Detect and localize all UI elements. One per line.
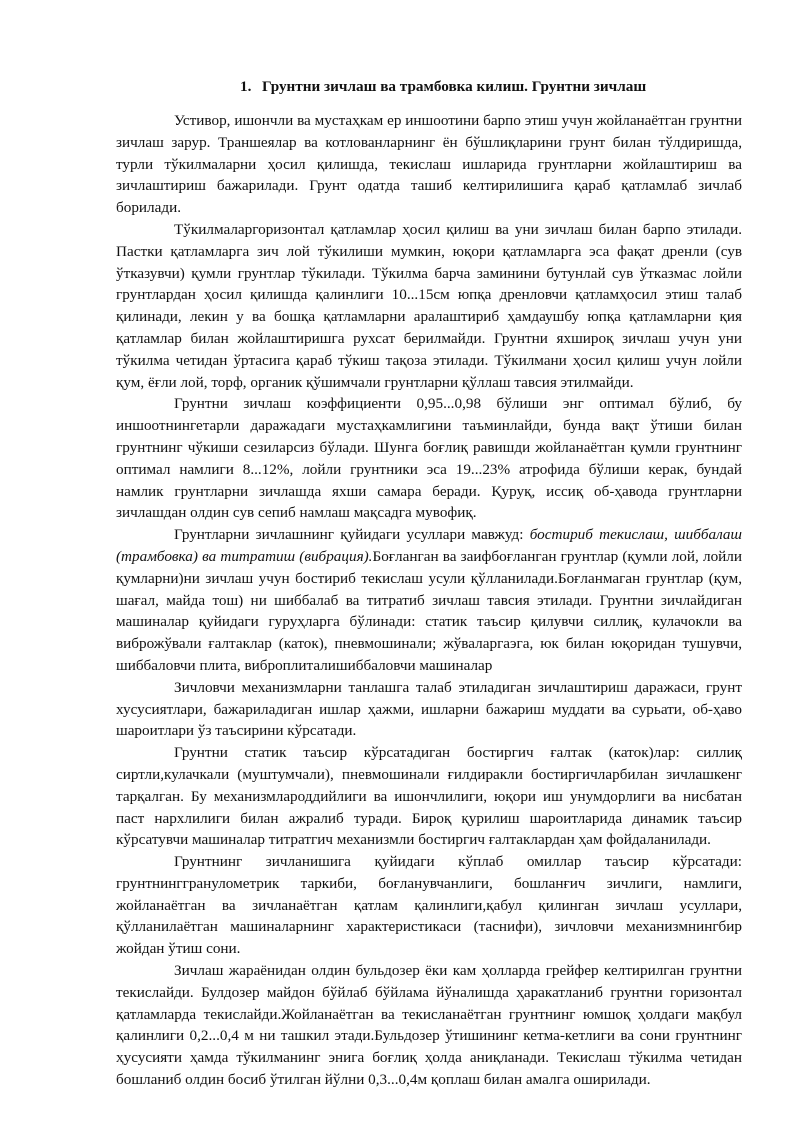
section-heading	[116, 74, 742, 100]
document-page	[116, 74, 742, 1091]
paragraph-6: Грунтни статик таъсир кўрсатадиган бостиргич ғалтак (каток)лар: силлиқ сиртли,кулачкали (муштумчали), пневмошинали ғилдиракли бостиргичларбилан зичлашкенг тарқалган. Бу механизмлароддийлиги ва ишончлилиги, юқори иш унумдорлиги ва нисбатан паст нархлилиги билан ажралиб туради. Бироқ қурилиш шароитларида динамик таъсир кўрсатувчи машиналар титратгич механизмли бостиргич ғалтаклардан ҳам фойдаланилади.	[116, 744, 742, 849]
paragraph-4-rest: Боғланган ва заифбоғланган грунтлар (қумли лой, лойли қумларни)ни зичлаш учун бостириб текислаш усули қўлланилади.Боғланмаган грунтлар (қум, шағал, майда тош) ни шиббалаб ва титратиб зичлаш тавсия этилади. Грунтни зичлайдиган машиналар қуйидаги гуруҳларга бўлинади: статик таъсир қилувчи силлиқ, кулачокли ва виброжўвали ғалтаклар (каток), пневмошинали; жўваларгаэга, юк билан юқоридан тушувчи, шиббаловчи плита, виброплиталишиббаловчи машиналар	[116, 547, 743, 674]
section-title: Грунтни зичлаш ва трамбовка килиш. Грунтни зичлаш	[262, 78, 647, 95]
paragraph-3: Грунтни зичлаш коэффициенти 0,95...0,98 бўлиши энг оптимал бўлиб, бу иншоотнингетарли даражадаги мустаҳкамлигини таъминлайди, бунда вақт ўтиши билан грунтнинг чўкиши сезиларсиз бўлади. Шунга боғлиқ равишди жойланаётган қумли грунтнинг оптимал намлиги 8...12%, лойли грунтники эса 19...23% атрофида бўлиши керак, бундай намлик грунтларни зичлашда яхши самара беради. Қуруқ, иссиқ об-ҳавода грунтларни зичлашдан олдин сув сепиб намлаш мақсадга мувофиқ.	[116, 395, 742, 522]
section-number: 1.	[240, 78, 252, 95]
paragraph-2: Тўкилмаларгоризонтал қатламлар ҳосил қилиш ва уни зичлаш билан барпо этилади. Пастки қатламларга зич лой тўкилиши мумкин, юқори қатламларга эса фақат дренли (сув ўтказувчи) қумли грунтлар тўкилади. Тўкилма барча заминини бутунлай сув ўтказмас лойли грунтлардан ҳосил қилишда қалинлиги 10...15см юпқа дренловчи қатламҳосил этиш талаб қилинади, лекин у ва бошқа қатламларни аралаштириб ҳамдаушбу юпқа қатламларни қия қатламлар билан жойлаштиришга рухсат берилмайди. Грунтни яхшироқ зичлаш учун уни тўкилма четидан ўртасига қараб тўкиш тақоза этилади. Тўкилмани ҳосил қилиш учун лойли қум, ёғли лой, торф, органик қўшимчали грунтларни қўллаш тавсия этилмайди.	[116, 220, 742, 391]
paragraph-4-lead: Грунтларни зичлашнинг қуйидаги усуллари мавжуд:	[174, 526, 530, 544]
paragraph-8: Зичлаш жараёнидан олдин бульдозер ёки кам ҳолларда грейфер келтирилган грунтни текислайди. Булдозер майдон бўйлаб бўйлама йўналишда ҳаракатланиб грунтни горизонтал қатламларда текислайди.Жойланаётган ва текисланаётган грунтнинг юмшоқ ҳолдаги мақбул қалинлиги 0,2...0,4 м ни ташкил этади.Бульдозер ўтишининг кетма-кетлиги ва сони грунтнинг ҳусусияти ҳамда тўкилманинг энига боғлиқ ҳолда аниқланади. Текислаш тўкилма четидан бошланиб олдин босиб ўтилган йўлни 0,3...0,4м қоплаш билан амалга оширилади.	[116, 962, 742, 1089]
paragraph-1: Устивор, ишончли ва мустаҳкам ер иншоотини барпо этиш учун жойланаётган грунтни зичлаш зарур. Траншеялар ва котлованларнинг ён бўшлиқларини грунт билан тўлдиришда, турли тўкилмаларни ҳосил қилишда, текислаш ишларида грунтларни жойлаштириш ва зичлаштириш бажарилади. Грунт одатда ташиб келтирилишига қараб қатламлаб зичлаб борилади.	[116, 112, 742, 217]
paragraph-4	[116, 524, 742, 677]
paragraph-7: Грунтнинг зичланишига қуйидаги кўплаб омиллар таъсир кўрсатади: грунтнинггранулометрик таркиби, боғланувчанлиги, бошланғич зичлиги, намлиги, жойланаётган ва зичланаётган қатлам қалинлиги,қабул қилинган зичлаш усуллари, қўлланилаётган машиналарнинг характеристикаси (таснифи), зичловчи механизмнингбир жойдан ўтиш сони.	[116, 853, 742, 958]
paragraph-4-emphasis: бостириб текислаш, шиббалаш (трамбовка) ва титратиш (вибрация).	[116, 526, 742, 565]
paragraph-5: Зичловчи механизмларни танлашга талаб этиладиган зичлаштириш даражаси, грунт хусусиятлари, бажариладиган ишлар ҳажми, ишларни бажариш муддати ва сурьати, об-ҳаво шароитлари ўз таъсирини кўрсатади.	[116, 678, 742, 740]
